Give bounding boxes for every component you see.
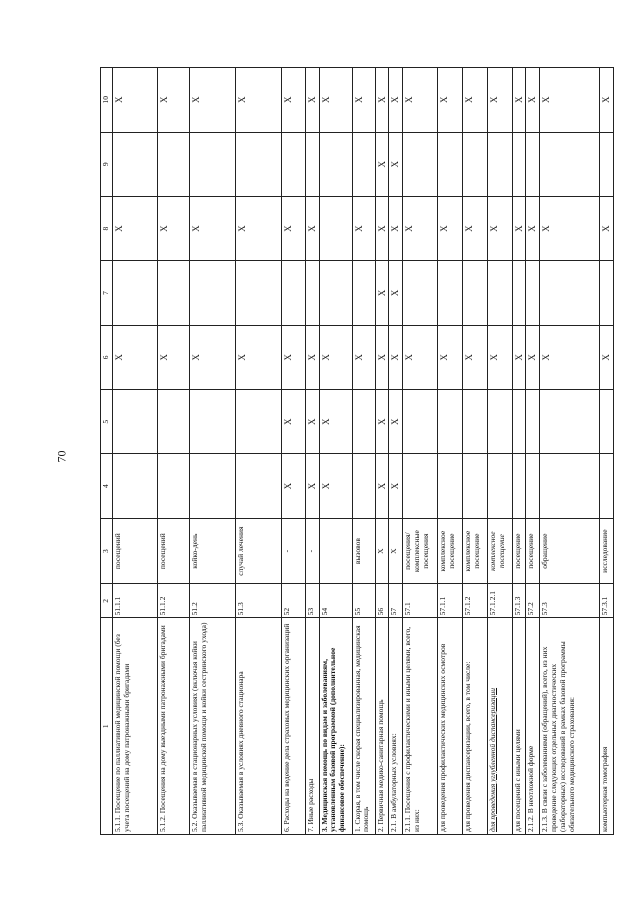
cell-col-7 (402, 261, 437, 325)
cell-col-6: X (158, 325, 190, 389)
table-row (190, 68, 236, 835)
row-label: 5.1.1. Посещение по паллиативной медицинской помощи (без учета посещений на дому патронажными бригадами (113, 618, 158, 835)
row-label: 5.1.2. Посещения на дому выездными патронажными бригадами (158, 618, 190, 835)
row-label: 5.2. Оказываемая в стационарных условиях (включая койки паллиативной медицинской помощи и койки сестринского ухода) (190, 618, 236, 835)
cell-col-10: X (437, 68, 462, 133)
cell-col-10: X (487, 68, 512, 133)
row-number: 51.2 (190, 584, 236, 618)
column-header-2: 2 (101, 584, 113, 618)
row-number: 57.3.1 (600, 584, 614, 618)
cell-col-10: X (512, 68, 526, 133)
cell-col-4 (236, 454, 282, 518)
column-header-9: 9 (101, 132, 113, 196)
cell-col-6: X (540, 325, 600, 389)
cell-col-4 (352, 454, 375, 518)
cell-col-9 (437, 132, 462, 196)
page-number: 70 (54, 450, 69, 463)
table-row (236, 68, 282, 835)
cell-col-5 (158, 390, 190, 454)
cell-col-10: X (190, 68, 236, 133)
row-number: 51.1.1 (113, 584, 158, 618)
cell-col-10: X (600, 68, 614, 133)
cell-col-10: X (282, 68, 306, 133)
cell-col-6: X (306, 325, 320, 389)
cell-col-8: X (540, 196, 600, 260)
row-label: 7. Иные расходы (306, 618, 320, 835)
cell-col-7 (487, 261, 512, 325)
table-row (540, 68, 600, 835)
cell-col-9 (540, 132, 600, 196)
cell-col-4 (487, 454, 512, 518)
row-number: 57.1.3 (512, 584, 526, 618)
cell-col-5: X (389, 390, 403, 454)
cell-col-8: X (402, 196, 437, 260)
cell-col-8: X (190, 196, 236, 260)
cell-col-7 (352, 261, 375, 325)
cell-col-4: X (319, 454, 352, 518)
cell-col-4: X (375, 454, 389, 518)
row-unit: случай лечения (236, 518, 282, 584)
cell-col-5: X (375, 390, 389, 454)
row-unit: комплексное посещение (462, 518, 487, 584)
row-number: 51.1.2 (158, 584, 190, 618)
cell-col-8: X (236, 196, 282, 260)
column-header-3: 3 (101, 518, 113, 584)
cell-col-7 (306, 261, 320, 325)
row-number: 51.3 (236, 584, 282, 618)
cell-col-9 (526, 132, 540, 196)
cell-col-7 (158, 261, 190, 325)
cell-col-10: X (462, 68, 487, 133)
column-header-1: 1 (101, 618, 113, 835)
cell-col-8: X (158, 196, 190, 260)
row-number: 53 (306, 584, 320, 618)
cell-col-7 (540, 261, 600, 325)
cell-col-4 (437, 454, 462, 518)
cell-col-7 (512, 261, 526, 325)
cell-col-6: X (512, 325, 526, 389)
cell-col-4 (402, 454, 437, 518)
column-header-8: 8 (101, 196, 113, 260)
row-number: 57.1.2.1 (487, 584, 512, 618)
cell-col-7 (236, 261, 282, 325)
cell-col-5 (437, 390, 462, 454)
table-row (437, 68, 462, 835)
cell-col-8: X (437, 196, 462, 260)
cell-col-5: X (282, 390, 306, 454)
cell-col-9 (462, 132, 487, 196)
row-label: 2. Первичная медико-санитарная помощь (375, 618, 389, 835)
row-number: 57.1 (402, 584, 437, 618)
table-row (512, 68, 526, 835)
cell-col-9 (600, 132, 614, 196)
cell-col-5 (526, 390, 540, 454)
cell-col-9 (158, 132, 190, 196)
cell-col-6: X (600, 325, 614, 389)
row-number: 55 (352, 584, 375, 618)
row-number: 57.1.2 (462, 584, 487, 618)
row-unit: - (282, 518, 306, 584)
cell-col-10: X (352, 68, 375, 133)
table-row (113, 68, 158, 835)
table-row (462, 68, 487, 835)
row-number: 57.1.1 (437, 584, 462, 618)
cell-col-10: X (375, 68, 389, 133)
cell-col-6: X (462, 325, 487, 389)
column-header-5: 5 (101, 390, 113, 454)
table-row (600, 68, 614, 835)
cell-col-10: X (402, 68, 437, 133)
cell-col-6: X (375, 325, 389, 389)
cell-col-5 (402, 390, 437, 454)
row-label: для посещений с иными целями (512, 618, 526, 835)
cell-col-10: X (540, 68, 600, 133)
row-label: для проведения профилактических медицинских осмотров (437, 618, 462, 835)
cell-col-5 (190, 390, 236, 454)
cell-col-6: X (437, 325, 462, 389)
cell-col-10: X (319, 68, 352, 133)
cell-col-7 (600, 261, 614, 325)
row-label: 6. Расходы на ведение дела страховых медицинских организаций (282, 618, 306, 835)
cell-col-9: X (375, 132, 389, 196)
column-header-10: 10 (101, 68, 113, 133)
cell-col-8: X (600, 196, 614, 260)
cell-col-7: X (375, 261, 389, 325)
cell-col-4 (190, 454, 236, 518)
row-label: компьютерная томография (600, 618, 614, 835)
cell-col-4 (158, 454, 190, 518)
cell-col-6: X (319, 325, 352, 389)
row-number: 57.2 (526, 584, 540, 618)
row-unit: - (306, 518, 320, 584)
cell-col-9 (487, 132, 512, 196)
cell-col-10: X (236, 68, 282, 133)
table-row (158, 68, 190, 835)
row-unit: посещений (113, 518, 158, 584)
table-row (526, 68, 540, 835)
cell-col-9 (306, 132, 320, 196)
cell-col-4: X (306, 454, 320, 518)
cell-col-8: X (389, 196, 403, 260)
cell-col-4 (526, 454, 540, 518)
row-number: 57.3 (540, 584, 600, 618)
cell-col-5 (113, 390, 158, 454)
cell-col-10: X (526, 68, 540, 133)
header-row (101, 68, 113, 835)
row-unit: комплексное посещение (437, 518, 462, 584)
cell-col-6: X (236, 325, 282, 389)
cell-col-7 (437, 261, 462, 325)
row-number: 54 (319, 584, 352, 618)
cell-col-7 (282, 261, 306, 325)
cell-col-6: X (402, 325, 437, 389)
cell-col-8: X (526, 196, 540, 260)
row-label: 2.1. В амбулаторных условиях: (389, 618, 403, 835)
row-number: 56 (375, 584, 389, 618)
cell-col-9 (190, 132, 236, 196)
cell-col-6: X (487, 325, 512, 389)
cell-col-5 (512, 390, 526, 454)
table-row (487, 68, 512, 835)
cell-col-4: X (389, 454, 403, 518)
row-label: 2.1.2. В неотложной форме (526, 618, 540, 835)
cell-col-5 (487, 390, 512, 454)
table-row (375, 68, 389, 835)
cell-col-9 (512, 132, 526, 196)
cell-col-8: X (375, 196, 389, 260)
column-header-7: 7 (101, 261, 113, 325)
cell-col-4 (540, 454, 600, 518)
cell-col-4 (600, 454, 614, 518)
row-unit: посещений (158, 518, 190, 584)
row-label: для проведения диспансеризации, всего, в том числе: (462, 618, 487, 835)
table-row (352, 68, 375, 835)
row-unit: койко-день (190, 518, 236, 584)
cell-col-5 (540, 390, 600, 454)
column-header-4: 4 (101, 454, 113, 518)
cell-col-9 (113, 132, 158, 196)
cell-col-8: X (282, 196, 306, 260)
column-header-6: 6 (101, 325, 113, 389)
cell-col-6: X (282, 325, 306, 389)
data-table (100, 67, 614, 835)
cell-col-7 (113, 261, 158, 325)
row-unit: комплексное посещение (487, 518, 512, 584)
cell-col-5 (462, 390, 487, 454)
cell-col-9 (352, 132, 375, 196)
cell-col-5 (600, 390, 614, 454)
cell-col-6: X (113, 325, 158, 389)
cell-col-7 (319, 261, 352, 325)
table-row (319, 68, 352, 835)
row-unit: X (375, 518, 389, 584)
cell-col-4 (512, 454, 526, 518)
cell-col-7 (462, 261, 487, 325)
cell-col-5: X (306, 390, 320, 454)
cell-col-9 (236, 132, 282, 196)
cell-col-9 (282, 132, 306, 196)
row-number: 52 (282, 584, 306, 618)
cell-col-4 (462, 454, 487, 518)
cell-col-4: X (282, 454, 306, 518)
row-number: 57 (389, 584, 403, 618)
rotated-table-container (100, 67, 612, 835)
row-unit: посещения/ комплексные посещения (402, 518, 437, 584)
cell-col-5 (236, 390, 282, 454)
cell-col-10: X (389, 68, 403, 133)
row-unit: обращение (540, 518, 600, 584)
row-unit: X (389, 518, 403, 584)
table-row (389, 68, 403, 835)
cell-col-6: X (526, 325, 540, 389)
row-unit: вызовов (352, 518, 375, 584)
row-label: 2.1.1. Посещения с профилактическими и иными целями, всего, из них: (402, 618, 437, 835)
cell-col-9 (402, 132, 437, 196)
cell-col-4 (113, 454, 158, 518)
table-row (402, 68, 437, 835)
table-row (306, 68, 320, 835)
cell-col-7: X (389, 261, 403, 325)
cell-col-6: X (389, 325, 403, 389)
table-body (113, 68, 614, 835)
cell-col-5: X (319, 390, 352, 454)
row-label: 5.3. Оказываемая в условиях дневного стационара (236, 618, 282, 835)
cell-col-9 (319, 132, 352, 196)
cell-col-8: X (462, 196, 487, 260)
cell-col-9: X (389, 132, 403, 196)
cell-col-5 (352, 390, 375, 454)
row-unit: посещение (512, 518, 526, 584)
cell-col-8: X (113, 196, 158, 260)
row-label: 3. Медицинская помощь по видам и заболеваниям, установленным базовой программой (дополнительное финансовое обеспечение): (319, 618, 352, 835)
cell-col-10: X (158, 68, 190, 133)
row-label: для проведения углубленной диспансеризации (487, 618, 512, 835)
cell-col-7 (190, 261, 236, 325)
row-unit (319, 518, 352, 584)
cell-col-8 (319, 196, 352, 260)
cell-col-7 (526, 261, 540, 325)
cell-col-6: X (190, 325, 236, 389)
cell-col-8: X (487, 196, 512, 260)
row-unit: исследование (600, 518, 614, 584)
cell-col-8: X (352, 196, 375, 260)
row-unit: посещение (526, 518, 540, 584)
cell-col-6: X (352, 325, 375, 389)
row-label: 1. Скорая, в том числе скорая специализированная, медицинская помощь (352, 618, 375, 835)
cell-col-10: X (306, 68, 320, 133)
table-row (282, 68, 306, 835)
cell-col-10: X (113, 68, 158, 133)
cell-col-8: X (306, 196, 320, 260)
cell-col-8: X (512, 196, 526, 260)
row-label: 2.1.3. В связи с заболеваниями (обращений), всего, из них проведение следующих отдельных диагностических (лабораторных) исследований в рамках базовой программы обязательного медицинского страхования: (540, 618, 600, 835)
